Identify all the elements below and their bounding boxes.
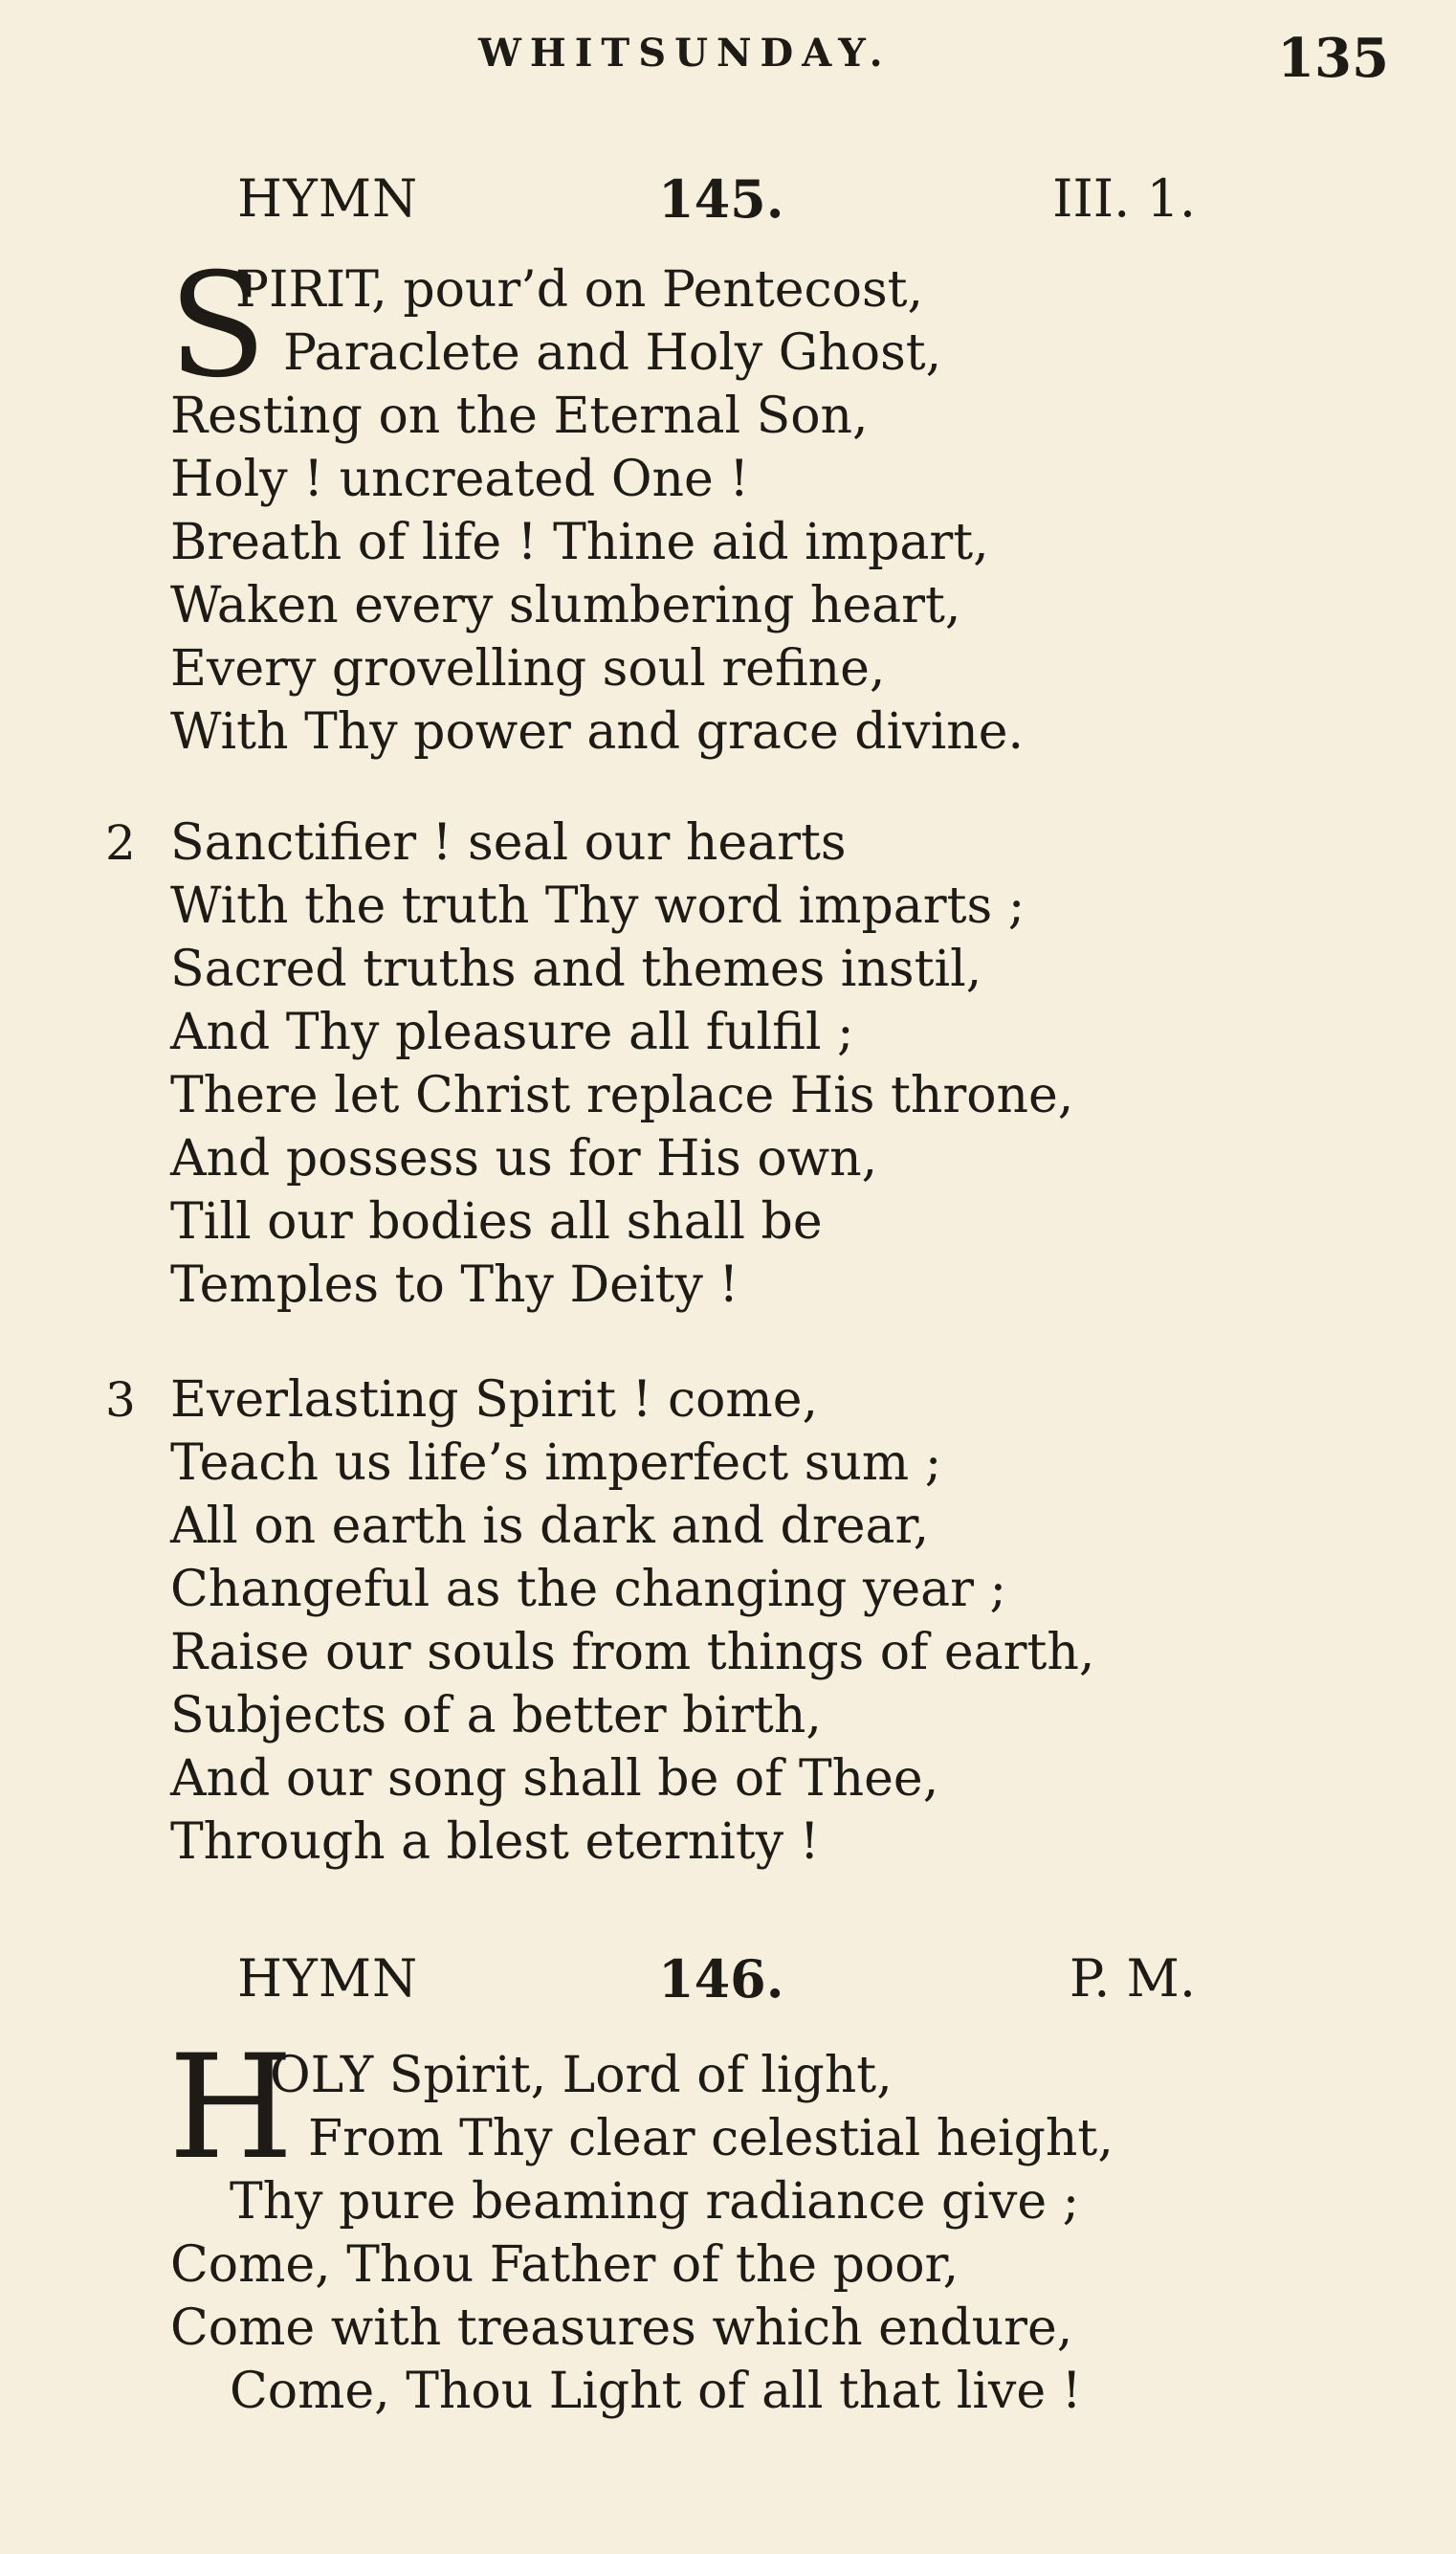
verse-line: Holy ! uncreated One ! [170,451,750,508]
drop-cap: H [168,2025,294,2191]
stanza-number: 3 [105,1372,136,1428]
verse-line: Come, Thou Father of the poor, [170,2236,960,2294]
verse-line: Come, Thou Light of all that live ! [230,2363,1082,2420]
verse-line: Till our bodies all shall be [170,1193,823,1251]
verse-line: Sanctifier ! seal our hearts [170,814,847,872]
verse-line: Come with treasures which endure, [170,2299,1073,2357]
hymn-label: HYMN [237,1948,419,2009]
page-number: 135 [1277,27,1389,90]
verse-line: Thy pure beaming radiance give ; [230,2173,1080,2231]
verse-line: Sacred truths and themes instil, [170,941,982,998]
verse-line: From Thy clear celestial height, [308,2110,1114,2167]
verse-line: Teach us life’s imperfect sum ; [170,1434,942,1492]
verse-line: Everlasting Spirit ! come, [170,1371,819,1429]
verse-line: Raise our souls from things of earth, [170,1624,1095,1681]
verse-line: Paraclete and Holy Ghost, [283,324,942,382]
section-title: WHITSUNDAY. [478,31,892,76]
verse-line: Resting on the Eternal Son, [170,388,869,445]
stanza-number: 2 [105,815,136,871]
verse-line: OLY Spirit, Lord of light, [270,2047,893,2104]
verse-line: PIRIT, pour’d on Pentecost, [235,261,924,319]
verse-line: With the truth Thy word imparts ; [170,877,1026,935]
verse-line: Every grovelling soul refine, [170,640,886,698]
running-head [0,27,1456,90]
hymn-meter: P. M. [1069,1948,1196,2009]
verse-line: With Thy power and grace divine. [170,703,1025,761]
verse-line: And our song shall be of Thee, [170,1750,939,1808]
hymn-meter: III. 1. [1052,168,1196,229]
verse-line: All on earth is dark and drear, [170,1498,930,1555]
verse-line: Temples to Thy Deity ! [170,1256,739,1314]
verse-line: Breath of life ! Thine aid impart, [170,514,989,571]
hymn-number: 145. [658,168,784,230]
hymn-label: HYMN [237,168,419,229]
verse-line: Changeful as the changing year ; [170,1561,1007,1618]
drop-cap: S [168,243,267,410]
verse-line: There let Christ replace His throne, [170,1067,1074,1124]
verse-line: Subjects of a better birth, [170,1687,822,1744]
hymn-146-header [0,1948,1456,2017]
hymn-number: 146. [658,1948,784,2010]
verse-line: Waken every slumbering heart, [170,577,961,634]
hymn-145-header [0,168,1456,237]
verse-line: And possess us for His own, [170,1130,878,1188]
verse-line: And Thy pleasure all fulfil ; [170,1004,854,1061]
verse-line: Through a blest eternity ! [170,1813,820,1871]
